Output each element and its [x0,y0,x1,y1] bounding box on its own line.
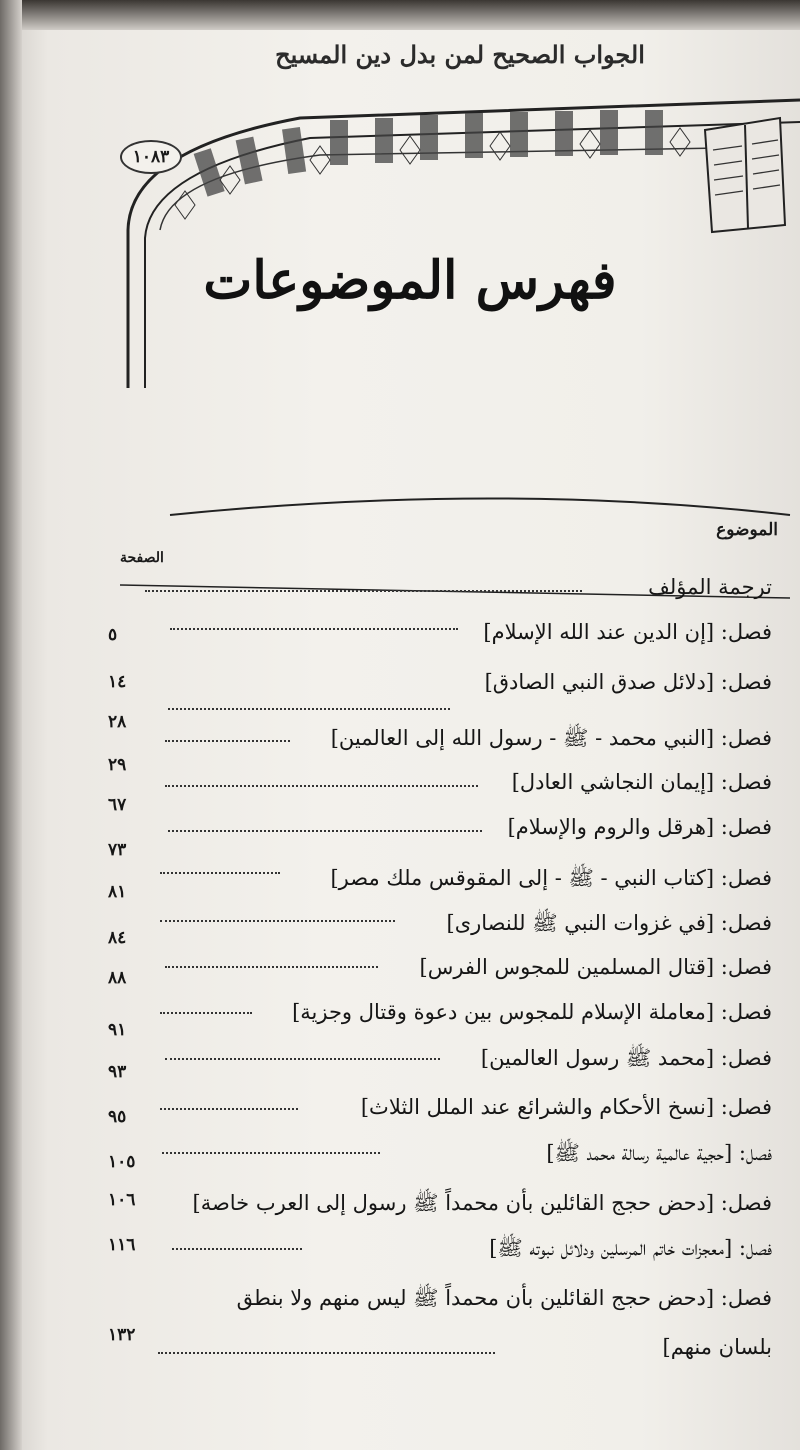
running-header: الجواب الصحيح لمن بدل دين المسيح [275,40,645,69]
dot-leader [160,872,280,874]
dot-leader [170,628,458,630]
toc-entry-page: ٢٨ [108,712,127,732]
toc-entry-text: فصل: [محمد ﷺ رسول العالمين] [480,1046,772,1070]
column-header-topic: الموضوع [716,520,778,540]
dot-leader [168,708,450,710]
toc-entry-page: ١٤ [108,672,127,692]
dot-leader [168,830,482,832]
dot-leader [145,590,582,592]
dot-leader [172,1248,302,1250]
toc-entry-text: فصل: [نسخ الأحكام والشرائع عند الملل الثلاث] [360,1095,772,1119]
toc-entry-text: فصل: [إن الدين عند الله الإسلام] [483,620,772,644]
toc-entry-text: فصل: [دحض حجج القائلين بأن محمداً ﷺ ليس منهم ولا بنطق [236,1286,772,1310]
toc-entry-text: فصل: [كتاب النبي - ﷺ - إلى المقوقس ملك مصر] [330,866,772,890]
toc-entry-page: ٢٩ [108,755,127,775]
toc-entry-page: ٦٧ [108,795,127,815]
dot-leader [165,966,378,968]
toc-entry-page: ٧٣ [108,840,127,860]
toc-entry-text: فصل: [حجية عالمية رسالة محمد ﷺ] [546,1141,772,1165]
page-title: فهرس الموضوعات [203,250,617,311]
toc-entry-text: فصل: [قتال المسلمين للمجوس الفرس] [419,955,772,979]
toc-entry-text: فصل: [دلائل صدق النبي الصادق] [484,670,772,694]
toc-entry-text: ترجمة المؤلف [648,575,772,599]
column-header-page: الصفحة [120,550,164,566]
toc-entry-page: ٨١ [108,882,127,902]
toc-entry-page: ١٠٦ [108,1190,136,1210]
dot-leader [158,1352,495,1354]
toc-entry-text: فصل: [إيمان النجاشي العادل] [511,770,772,794]
toc-entry-page: ٨٨ [108,968,127,988]
toc-entry-page: ١٣٢ [108,1325,136,1345]
dot-leader [160,1012,252,1014]
dot-leader [162,1152,380,1154]
toc-entry-page: ١٠٥ [108,1152,136,1172]
dot-leader [165,740,290,742]
dot-leader [160,920,395,922]
toc-entry-page: ٨٤ [108,928,127,948]
toc-entry-page: ٥ [108,625,118,645]
dot-leader [165,785,478,787]
toc-entry-text: فصل: [معجزات خاتم المرسلين ودلائل نبوته ﷺ] [489,1236,772,1260]
toc-entry-page: ٩٣ [108,1062,127,1082]
toc-entry-text: فصل: [هرقل والروم والإسلام] [507,815,772,839]
dot-leader [160,1108,298,1110]
toc-entry-text: فصل: [في غزوات النبي ﷺ للنصارى] [446,911,772,935]
toc-entry-page: ٩٥ [108,1107,127,1127]
toc-entry-text: فصل: [النبي محمد - ﷺ - رسول الله إلى العالمين] [330,726,772,750]
toc-entry-text: بلسان منهم] [662,1335,772,1359]
dot-leader [165,1058,440,1060]
page-number: ١٠٨٣ [120,140,182,174]
toc-entry-page: ١١٦ [108,1235,136,1255]
toc-entry-text: فصل: [معاملة الإسلام للمجوس بين دعوة وقتال وجزية] [292,1000,772,1024]
toc-entry-page: ٩١ [108,1020,127,1040]
toc-entry-text: فصل: [دحض حجج القائلين بأن محمداً ﷺ رسول إلى العرب خاصة] [192,1191,772,1215]
